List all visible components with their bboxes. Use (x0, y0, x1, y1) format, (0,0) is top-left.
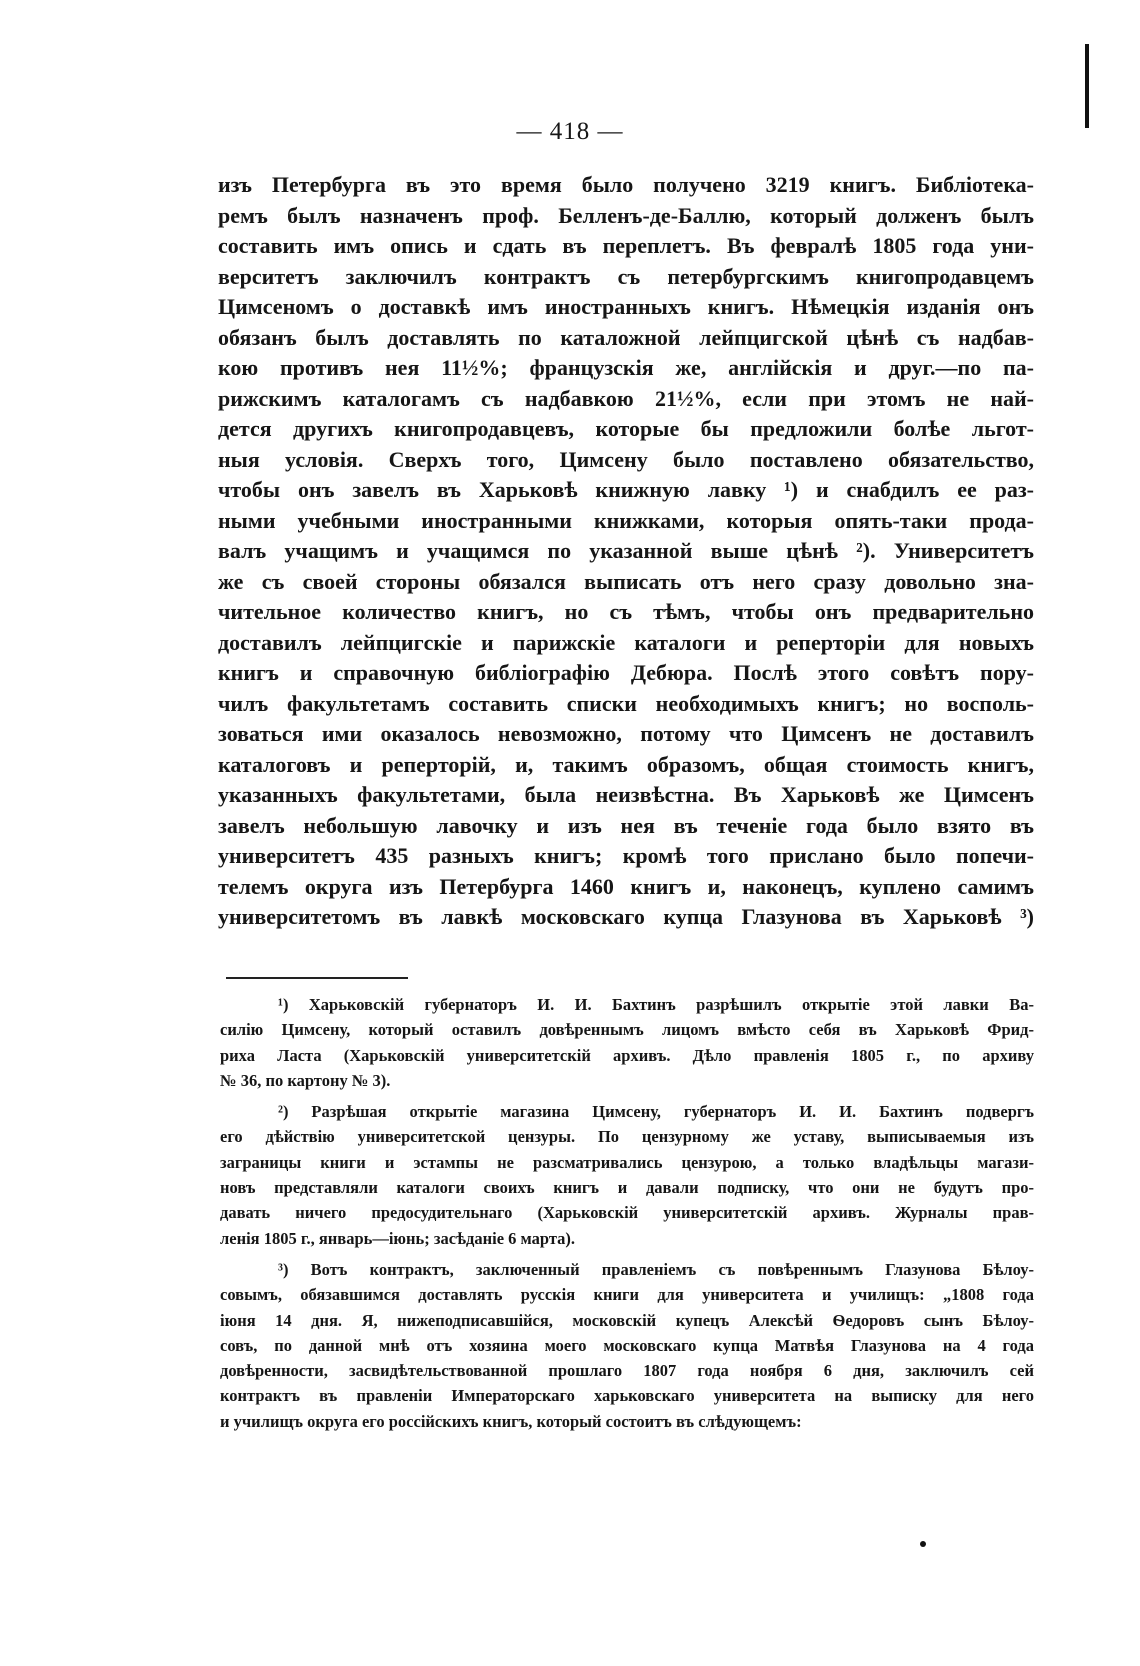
text-line: валъ учащимъ и учащимся по указанной выше цѣнѣ ²). Университетъ (218, 538, 1034, 563)
footnotes (220, 992, 1034, 1440)
text-line: книгъ и справочную библіографію Дебюра. Послѣ этого совѣтъ пору- (218, 660, 1034, 685)
text-line: каталоговъ и реперторій, и, такимъ образомъ, общая стоимость книгъ, (218, 751, 1034, 777)
text-line: ремъ былъ назначенъ проф. Белленъ-де-Баллю, который долженъ былъ (218, 202, 1034, 228)
text-line: университетомъ въ лавкѣ московскаго купца Глазунова въ Харьковѣ ³) (218, 904, 1034, 929)
ink-dot (920, 1541, 926, 1547)
footnote-line: и училищъ округа его россійскихъ книгъ, который состоитъ въ слѣдующемъ: (220, 1411, 802, 1431)
text-line: кою противъ нея 11½%; французскія же, англійскія и друг.—по па- (218, 355, 1034, 380)
text-line: завелъ небольшую лавочку и изъ нея въ теченіе года было взято въ (218, 812, 1034, 838)
footnote-line: риха Ласта (Харьковскій университетскій архивъ. Дѣло правленія 1805 г., по архиву (220, 1045, 1034, 1065)
text-line: изъ Петербурга въ это время было получено 3219 книгъ. Библіотека- (218, 172, 1034, 197)
footnote-2 (220, 1099, 1034, 1251)
text-line: ныя условія. Сверхъ того, Цимсену было поставлено обязательство, (218, 446, 1034, 472)
text-line: же съ своей стороны обязался выписать отъ него сразу довольно зна- (218, 568, 1034, 594)
text-line: обязанъ былъ доставлять по каталожной лейпцигской цѣнѣ съ надбав- (218, 324, 1034, 350)
footnote-1 (220, 992, 1034, 1093)
footnote-divider (226, 977, 408, 979)
text-line: чительное количество книгъ, но съ тѣмъ, чтобы онъ предварительно (218, 599, 1034, 624)
text-line: Цимсеномъ о доставкѣ имъ иностранныхъ книгъ. Нѣмецкія изданія онъ (218, 294, 1034, 319)
footnote-line: ¹) Харьковскій губернаторъ И. И. Бахтинъ разрѣшилъ открытіе этой лавки Ва- (278, 995, 1034, 1014)
footnote-line: довѣренности, засвидѣтельствованной прошлаго 1807 года ноября 6 дня, заключилъ сей (220, 1361, 1034, 1381)
footnote-line: заграницы книги и эстампы не разсматривались цензурою, а только владѣльцы магази- (220, 1152, 1034, 1172)
footnote-line: ³) Вотъ контрактъ, заключенный правленіемъ съ повѣреннымъ Глазунова Бѣлоу- (278, 1259, 1034, 1279)
text-line: ными учебными иностранными книжками, которыя опять-таки прода- (218, 507, 1034, 533)
footnote-line: іюня 14 дня. Я, нижеподписавшійся, московскій купецъ Алексѣй Ѳедоровъ сынъ Бѣлоу- (220, 1310, 1034, 1330)
footnote-line: новъ представляли каталоги своихъ книгъ и давали подписку, что они не будутъ про- (220, 1178, 1034, 1198)
text-line: дется другихъ книгопродавцевъ, которые бы предложили болѣе льгот- (218, 416, 1034, 441)
footnote-line: давать ничего предосудительнаго (Харьковскій университетскій архивъ. Журналы прав- (220, 1203, 1034, 1223)
footnote-line: совымъ, обязавшимся доставлять русскія книги для университета и училищъ: „1808 года (220, 1285, 1034, 1305)
text-line: доставилъ лейпцигскіе и парижскіе каталоги и реперторіи для новыхъ (218, 629, 1034, 655)
footnote-line: его дѣйствію университетской цензуры. По цензурному же уставу, выписываемыя изъ (220, 1127, 1034, 1147)
footnote-line: контрактъ въ правленіи Императорскаго харьковскаго университета на выписку для него (220, 1386, 1034, 1406)
footnote-line: ²) Разрѣшая открытіе магазина Цимсену, губернаторъ И. И. Бахтинъ подвергъ (278, 1102, 1034, 1122)
text-line: составить имъ опись и сдать въ переплетъ. Въ февралѣ 1805 года уни- (218, 233, 1034, 258)
footnote-line: № 36, по картону № 3). (220, 1070, 391, 1090)
text-line: чтобы онъ завелъ въ Харьковѣ книжную лавку ¹) и снабдилъ ее раз- (218, 477, 1034, 502)
scan-edge-mark (1085, 44, 1089, 128)
footnote-3 (220, 1257, 1034, 1434)
text-line: чилъ факультетамъ составить списки необходимыхъ книгъ; но восполь- (218, 690, 1034, 716)
main-text (218, 170, 1034, 933)
text-line: телемъ округа изъ Петербурга 1460 книгъ и, наконецъ, куплено самимъ (218, 873, 1034, 899)
footnote-line: ленія 1805 г., январь—іюнь; засѣданіе 6 марта). (220, 1228, 576, 1248)
text-line: рижскимъ каталогамъ съ надбавкою 21½%, если при этомъ не най- (218, 385, 1034, 411)
footnote-line: силію Цимсену, который оставилъ довѣреннымъ лицомъ вмѣсто себя въ Харьковѣ Фрид- (220, 1020, 1034, 1040)
footnote-line: совъ, по данной мнѣ отъ хозяина моего московскаго купца Матвѣя Глазунова на 4 года (220, 1335, 1034, 1355)
text-line: университетъ 435 разныхъ книгъ; кромѣ того прислано было попечи- (218, 843, 1034, 868)
page-number: — 418 — (516, 118, 624, 145)
text-line: верситетъ заключилъ контрактъ съ петербургскимъ книгопродавцемъ (218, 263, 1034, 289)
text-line: зоваться ими оказалось невозможно, потому что Цимсенъ не доставилъ (218, 721, 1034, 746)
text-line: указанныхъ факультетами, была неизвѣстна. Въ Харьковѣ же Цимсенъ (218, 782, 1034, 807)
